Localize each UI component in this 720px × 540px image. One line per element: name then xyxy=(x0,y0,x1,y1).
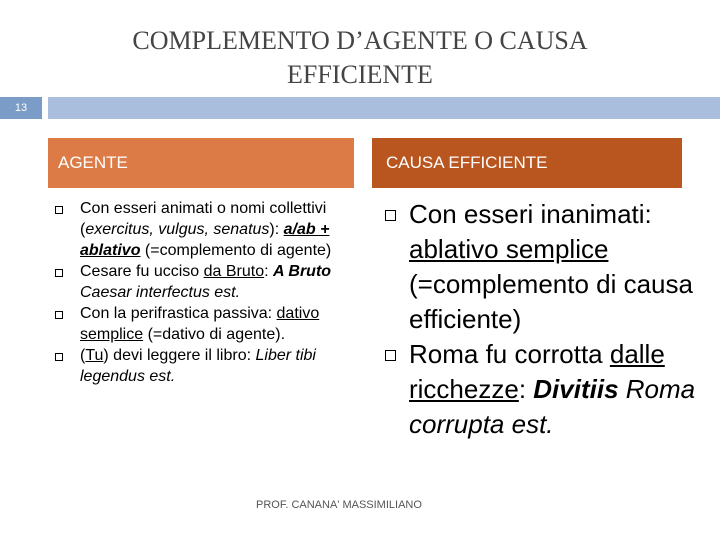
text: ): xyxy=(269,221,284,238)
list-item xyxy=(55,303,355,345)
list-item xyxy=(385,337,705,442)
rule-text: a/ab + ablativo xyxy=(80,221,330,259)
text: ( xyxy=(80,347,86,364)
list-item xyxy=(55,261,355,303)
latin-text: Liber tibi xyxy=(255,347,316,364)
agente-list xyxy=(55,198,355,387)
latin-text-bold: Divitiis xyxy=(533,374,619,404)
list-item xyxy=(55,198,355,261)
underlined-text: Tu xyxy=(85,347,104,364)
square-bullet-icon xyxy=(385,350,396,361)
square-bullet-icon xyxy=(55,206,63,214)
text: (=complemento di agente) xyxy=(140,242,332,259)
text: ) devi leggere il libro: xyxy=(103,347,256,364)
decorative-bar xyxy=(48,97,720,119)
text: : xyxy=(264,263,273,280)
text: : xyxy=(518,374,534,404)
slide-number: 13 xyxy=(0,97,42,119)
agente-header xyxy=(48,138,354,188)
list-item xyxy=(385,197,705,337)
latin-text: exercitus, vulgus, senatus xyxy=(85,221,270,238)
text: (=dativo di agente). xyxy=(143,326,286,343)
causa-list xyxy=(385,197,705,442)
slide-title-line2: EFFICIENTE xyxy=(287,60,433,89)
latin-text: legendus est. xyxy=(80,368,176,385)
agente-header-label: AGENTE xyxy=(58,153,128,172)
slide-title xyxy=(60,24,660,92)
text: Con esseri animati o nomi collettivi ( xyxy=(80,200,327,238)
text: Con esseri inanimati: xyxy=(409,199,652,229)
slide-title-line1: COMPLEMENTO D’AGENTE O CAUSA xyxy=(132,26,588,55)
underlined-text: da Bruto xyxy=(203,263,265,280)
square-bullet-icon xyxy=(55,311,63,319)
causa-header-label: CAUSA EFFICIENTE xyxy=(386,153,548,172)
text: Roma fu corrotta xyxy=(409,339,610,369)
square-bullet-icon xyxy=(55,269,63,277)
causa-efficiente-header xyxy=(372,138,682,188)
latin-text-bold: A Bruto xyxy=(272,263,332,280)
underlined-text: dalle ricchezze xyxy=(409,339,665,404)
square-bullet-icon xyxy=(385,210,396,221)
list-item xyxy=(55,345,355,387)
text: Cesare fu ucciso xyxy=(80,263,204,280)
underlined-text: ablativo semplice xyxy=(409,234,609,264)
underlined-text: dativo semplice xyxy=(80,305,320,343)
footer-author: PROF. CANANA' MASSIMILIANO xyxy=(256,499,422,511)
latin-text: Roma corrupta est. xyxy=(409,374,696,439)
square-bullet-icon xyxy=(55,353,63,361)
text: Con la perifrastica passiva: xyxy=(80,305,277,322)
latin-text: Caesar interfectus est. xyxy=(80,284,241,301)
text: (=complemento di causa efficiente) xyxy=(409,269,693,334)
